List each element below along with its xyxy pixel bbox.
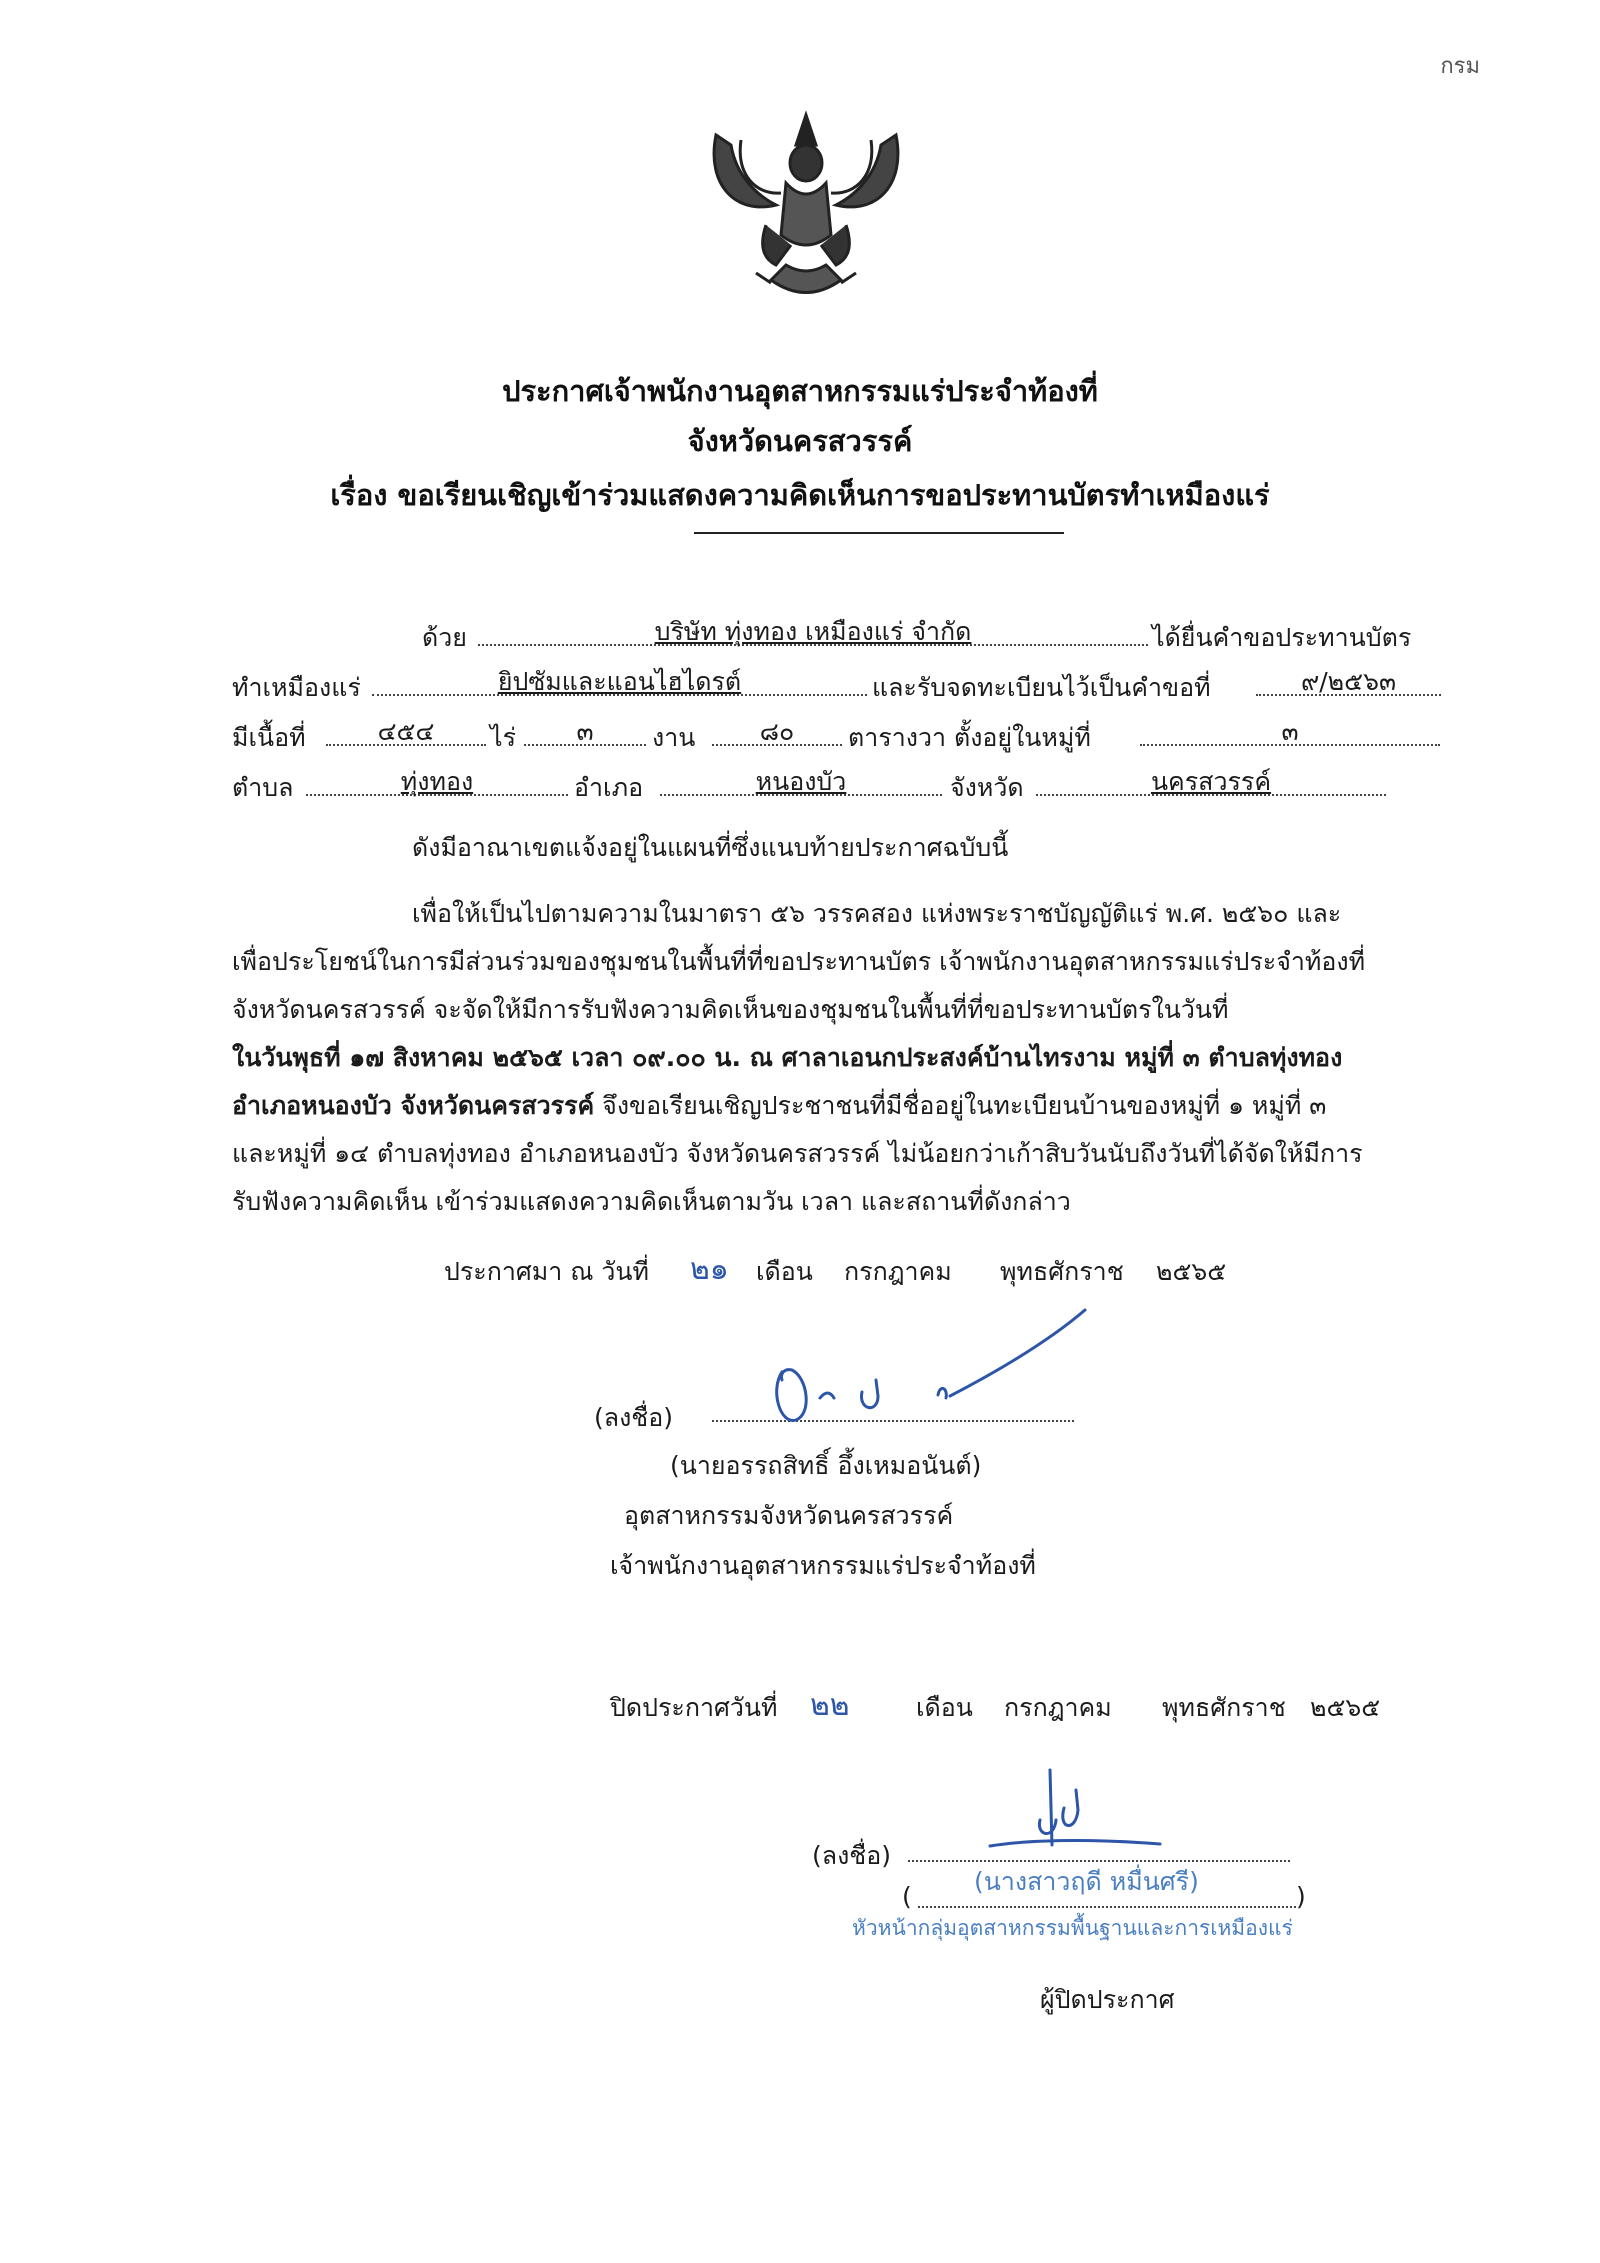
signer2-stamp: หัวหน้ากลุ่มอุตสาหกรรมพื้นฐานและการเหมืองแร่ [852, 1916, 1293, 1940]
amphoe-field [660, 762, 942, 796]
close-month: กรกฎาคม [1004, 1693, 1112, 1722]
label-wa: ตารางวา ตั้งอยู่ในหมู่ที่ [848, 723, 1091, 752]
label-ngan: งาน [652, 723, 696, 752]
mineral-field [372, 662, 867, 696]
label-tambon: ตำบล [232, 773, 294, 802]
para-line-3: จังหวัดนครสวรรค์ จะจัดให้มีการรับฟังความคิดเห็นของชุมชนในพื้นที่ที่ขอประทานบัตรในวันที่ [232, 995, 1229, 1024]
signer2-sign-label: (ลงชื่อ) [812, 1841, 892, 1870]
close-day: ๒๒ [810, 1688, 850, 1723]
moo-value: ๓ [1281, 717, 1299, 746]
request-no-field [1256, 662, 1441, 696]
signer1-sign-label: (ลงชื่อ) [594, 1403, 674, 1432]
announce-year-label: พุทธศักราช [1000, 1257, 1124, 1286]
rai-field [326, 712, 486, 746]
mineral-value: ยิปซัมและแอนไฮไดรต์ [497, 667, 742, 696]
announce-day: ๒๑ [690, 1252, 729, 1287]
title-line-1: ประกาศเจ้าพนักงานอุตสาหกรรมแร่ประจำท้องที่ [502, 374, 1098, 408]
para-line-5 [232, 1082, 1326, 1130]
label-mining: ทำเหมืองแร่ [232, 673, 361, 702]
announce-prefix: ประกาศมา ณ วันที่ [444, 1257, 649, 1286]
para-line-7: รับฟังความคิดเห็น เข้าร่วมแสดงความคิดเห็นตามวัน เวลา และสถานที่ดังกล่าว [232, 1187, 1071, 1216]
rai-value: ๔๕๔ [377, 717, 435, 746]
label-area: มีเนื้อที่ [232, 723, 306, 752]
tambon-field [306, 762, 568, 796]
garuda-emblem-icon [696, 105, 916, 305]
label-by: ด้วย [422, 623, 467, 652]
ngan-value: ๓ [576, 717, 594, 746]
close-prefix: ปิดประกาศวันที่ [610, 1693, 778, 1722]
signature-1 [760, 1300, 1100, 1440]
map-note: ดังมีอาณาเขตแจ้งอยู่ในแผนที่ซึ่งแนบท้ายประกาศฉบับนี้ [412, 833, 1009, 862]
label-province: จังหวัด [950, 773, 1024, 802]
amphoe-value: หนองบัว [755, 767, 847, 796]
announce-year: ๒๕๖๕ [1156, 1257, 1227, 1286]
title-line-3: เรื่อง ขอเรียนเชิญเข้าร่วมแสดงความคิดเห็นการขอประทานบัตรทำเหมืองแร่ [330, 478, 1270, 512]
signer2-name: (นางสาวฤดี หมื่นศรี) [974, 1867, 1199, 1896]
announce-month: กรกฎาคม [844, 1257, 952, 1286]
request-no-value: ๙/๒๕๖๓ [1300, 667, 1397, 696]
wa-value: ๘๐ [759, 717, 795, 746]
para-line-1: เพื่อให้เป็นไปตามความในมาตรา ๕๖ วรรคสอง แห่งพระราชบัญญัติแร่ พ.ศ. ๒๕๖๐ และ [412, 899, 1342, 928]
signer1-pos2: เจ้าพนักงานอุตสาหกรรมแร่ประจำท้องที่ [610, 1551, 1036, 1580]
company-field [478, 612, 1148, 646]
company-value: บริษัท ทุ่งทอง เหมืองแร่ จำกัด [654, 617, 972, 646]
para-line-4: ในวันพุธที่ ๑๗ สิงหาคม ๒๕๖๕ เวลา ๐๙.๐๐ น. ณ ศาลาเอนกประสงค์บ้านไทรงาม หมู่ที่ ๓ ตำบลทุ่งทอง [232, 1043, 1343, 1072]
title-line-2: จังหวัดนครสวรรค์ [687, 424, 913, 458]
para-line-5-rest: จึงขอเรียนเชิญประชาชนที่มีชื่ออยู่ในทะเบียนบ้านของหมู่ที่ ๑ หมู่ที่ ๓ [594, 1091, 1327, 1120]
signer2-name-line [918, 1906, 1296, 1908]
para-line-5-bold: อำเภอหนองบัว จังหวัดนครสวรรค์ [232, 1091, 595, 1120]
signer2-paren-close: ) [1296, 1882, 1306, 1911]
wa-field [712, 712, 842, 746]
signer1-name: (นายอรรถสิทธิ์ อึ้งเหมอนันต์) [670, 1451, 982, 1480]
label-rai: ไร่ [490, 723, 517, 752]
signer2-role: ผู้ปิดประกาศ [1040, 1985, 1175, 2014]
signer2-paren-open: ( [902, 1882, 912, 1911]
corner-mark: กรม [1440, 54, 1480, 79]
moo-field [1140, 712, 1440, 746]
close-year-label: พุทธศักราช [1162, 1693, 1286, 1722]
label-registered: และรับจดทะเบียนไว้เป็นคำขอที่ [872, 673, 1211, 702]
province-field [1036, 762, 1386, 796]
signer1-pos1: อุตสาหกรรมจังหวัดนครสวรรค์ [624, 1501, 954, 1530]
title-rule [694, 532, 1064, 534]
province-value: นครสวรรค์ [1150, 767, 1272, 796]
signature-2 [970, 1760, 1170, 1870]
ngan-field [524, 712, 646, 746]
label-applied: ได้ยื่นคำขอประทานบัตร [1152, 623, 1412, 652]
label-amphoe: อำเภอ [574, 773, 644, 802]
para-line-2: เพื่อประโยชน์ในการมีส่วนร่วมของชุมชนในพื้นที่ที่ขอประทานบัตร เจ้าพนักงานอุตสาหกรรมแร่ประจำท้องที่ [232, 947, 1366, 976]
close-year: ๒๕๖๕ [1310, 1693, 1381, 1722]
close-month-label: เดือน [916, 1693, 973, 1722]
para-line-6: และหมู่ที่ ๑๔ ตำบลทุ่งทอง อำเภอหนองบัว จังหวัดนครสวรรค์ ไม่น้อยกว่าเก้าสิบวันนับถึงวันที่ได้จัดให้มีการ [232, 1139, 1363, 1168]
announce-month-label: เดือน [756, 1257, 813, 1286]
tambon-value: ทุ่งทอง [400, 767, 474, 796]
